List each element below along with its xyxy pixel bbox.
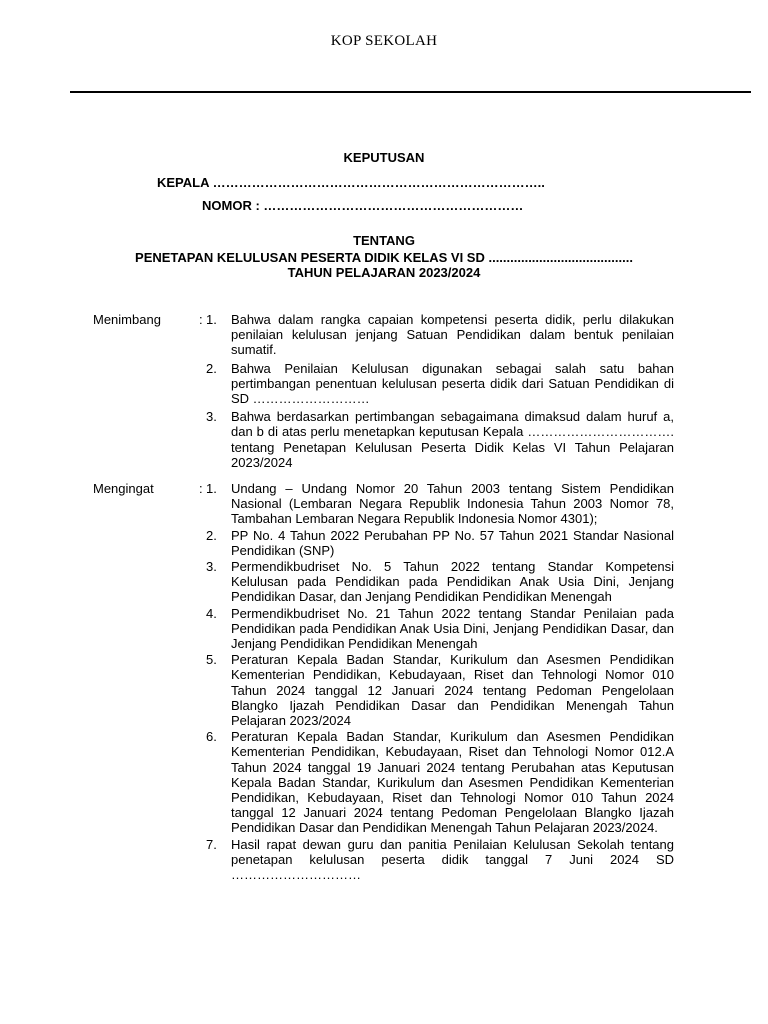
mengingat-item <box>206 837 674 883</box>
menimbang-item <box>206 409 674 470</box>
nomor-line: NOMOR : …………………………………………………… <box>202 198 524 213</box>
menimbang-list <box>206 312 674 470</box>
item-text: Peraturan Kepala Badan Standar, Kurikulum dan Asesmen Pendidikan Kementerian Pendidikan, Kebudayaan, Riset dan Tehnologi Nomor 012.A Tahun 2024 tanggal 19 Januari 2024 tentang Perubahan atas Keputusan Kepala Badan Standar, Kurikulum dan Asesmen Pendidikan Kementerian Pendidikan, Kebudayaan, Riset dan Tehnologi Nomor 010 Tahun 2024 tanggal 12 Januari 2024 tentang Pedoman Pengelolaan Blangko Ijazah Pendidikan Dasar dan Pendidikan Menengah Tahun Pelajaran 2023/2024. <box>231 729 674 836</box>
item-text: Bahwa dalam rangka capaian kompetensi peserta didik, perlu dilakukan penilaian kelulusan jenjang Satuan Pendidikan dalam bentuk penilaian sumatif. <box>231 312 674 358</box>
item-number: 4. <box>206 605 217 621</box>
item-number: 6. <box>206 729 217 745</box>
item-text: Permendikbudriset No. 21 Tahun 2022 tentang Standar Penilaian pada Pendidikan pada Pendidikan Anak Usia Dini, Jenjang Pendidikan Dasar, dan Jenjang Pendidikan Pendidikan Menengah <box>231 605 674 652</box>
mengingat-list <box>206 481 674 882</box>
item-number: 1. <box>206 312 217 327</box>
item-number: 2. <box>206 360 217 376</box>
item-text: Bahwa berdasarkan pertimbangan sebagaimana dimaksud dalam huruf a, dan b di atas perlu menetapkan keputusan Kepala ……………………………. tentang Penetapan Kelulusan Peserta Didik Kelas VI Tahun Pelajaran 2023/2024 <box>231 409 674 470</box>
mengingat-item <box>206 729 674 835</box>
item-text: Permendikbudriset No. 5 Tahun 2022 tentang Standar Kompetensi Kelulusan pada Pendidikan pada Pendidikan Anak Usia Dini, Jenjang Pendidikan Dasar, dan Jenjang Pendidikan Pendidikan Menengah <box>231 559 674 605</box>
subject-line-1: PENETAPAN KELULUSAN PESERTA DIDIK KELAS VI SD ........................................ <box>135 250 633 265</box>
mengingat-label: Mengingat <box>93 481 154 496</box>
letterhead-placeholder: KOP SEKOLAH <box>330 33 438 49</box>
kepala-line: KEPALA ………………………………………………………………….. <box>157 175 545 190</box>
menimbang-label: Menimbang <box>93 312 161 327</box>
mengingat-colon: : <box>199 481 203 496</box>
item-number: 3. <box>206 559 217 575</box>
item-number: 7. <box>206 836 217 852</box>
subject-line-2: TAHUN PELAJARAN 2023/2024 <box>287 265 481 280</box>
item-number: 5. <box>206 652 217 668</box>
item-text: Bahwa Penilaian Kelulusan digunakan sebagai salah satu bahan pertimbangan penentuan kelulusan peserta didik dari Satuan Pendidikan di SD ……………………… <box>231 360 674 407</box>
document-title: KEPUTUSAN <box>343 150 425 165</box>
mengingat-item <box>206 481 674 527</box>
mengingat-item <box>206 528 674 558</box>
letterhead-divider <box>70 91 751 93</box>
item-number: 1. <box>206 481 217 496</box>
item-text: Peraturan Kepala Badan Standar, Kurikulum dan Asesmen Pendidikan Kementerian Pendidikan, Kebudayaan, Riset dan Tehnologi Nomor 010 Tahun 2024 tanggal 12 Januari 2024 tentang Pedoman Pengelolaan Blangko Ijazah Pendidikan Dasar dan Pendidikan Menengah Tahun Pelajaran 2023/2024 <box>231 652 674 729</box>
menimbang-item <box>206 312 674 358</box>
item-number: 3. <box>206 409 217 425</box>
mengingat-item <box>206 559 674 605</box>
menimbang-colon: : <box>199 312 203 327</box>
menimbang-item <box>206 361 674 407</box>
mengingat-item <box>206 606 674 652</box>
item-text: Undang – Undang Nomor 20 Tahun 2003 tentang Sistem Pendidikan Nasional (Lembaran Negara Republik Indonesia Tahun 2003 Nomor 78, Tambahan Lembaran Negara Republik Indonesia Nomor 4301); <box>231 481 674 527</box>
tentang-heading: TENTANG <box>353 233 415 248</box>
item-text: Hasil rapat dewan guru dan panitia Penilaian Kelulusan Sekolah tentang penetapan kelulusan peserta didik tanggal 7 Juni 2024 SD ………………………… <box>231 836 674 883</box>
mengingat-item <box>206 652 674 728</box>
item-number: 2. <box>206 527 217 543</box>
item-text: PP No. 4 Tahun 2022 Perubahan PP No. 57 Tahun 2021 Standar Nasional Pendidikan (SNP) <box>231 527 674 558</box>
